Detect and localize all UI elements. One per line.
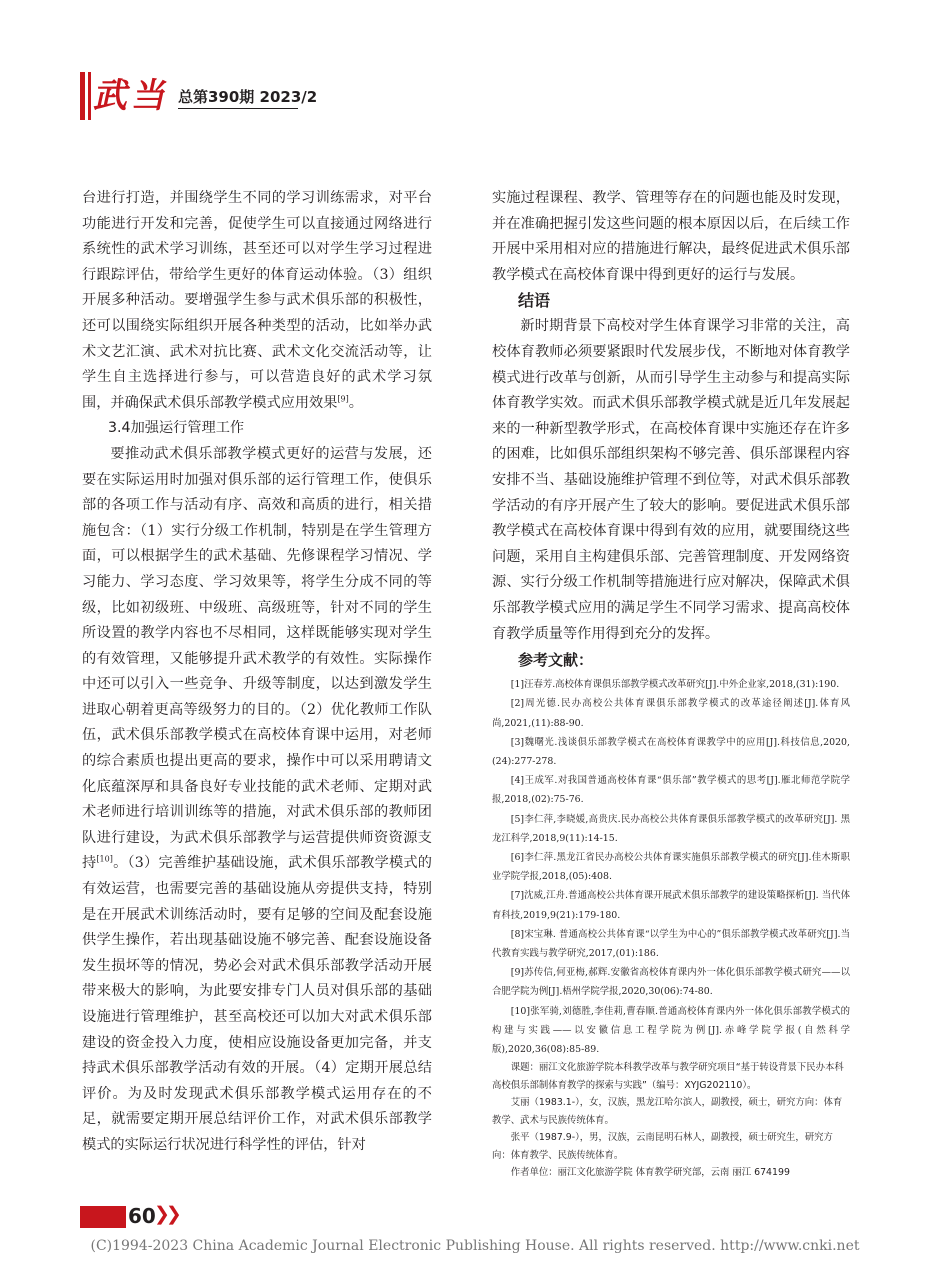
reference-list [492, 675, 850, 1059]
reference-item: [4]王成军.对我国普通高校体育课“俱乐部”教学模式的思考[J].雁北师范学院学报,2018,(02):75-76. [492, 775, 850, 806]
author-affiliation: 作者单位：丽江文化旅游学院 体育教学研究部，云南 丽江 674199 [510, 1167, 790, 1179]
reference-item: [9]苏传信,何亚梅,郝辉.安徽省高校体育课内外一体化俱乐部教学模式研究——以合肥学院为例[J].梧州学院学报,2020,30(06):74-80. [492, 967, 850, 998]
copyright-notice: (C)1994-2023 China Academic Journal Electronic Publishing House. All rights reserved. http://www.cnki.net [90, 1238, 860, 1254]
reference-item: [6]李仁萍.黑龙江省民办高校公共体育课实施俱乐部教学模式的研究[J].佳木斯职业学院学报,2018,(05):408. [492, 851, 850, 883]
page-number: 60 [128, 1204, 156, 1228]
author-notes [492, 1059, 850, 1182]
footer-accent-bar [80, 1206, 126, 1228]
reference-item: [3]魏曙光.浅谈俱乐部教学模式在高校体育课教学中的应用[J].科技信息,2020,(24):277-278. [492, 736, 850, 767]
reference-item: [10]张军骑,刘德胜,李佳莉,曹春顺.普通高校体育课内外一体化俱乐部教学模式的构建与实践——以安徽信息工程学院为例[J].赤峰学院学报(自然科学版),2020,36(08):85-89. [492, 1005, 850, 1055]
reference-item: [8]宋宝琳. 普通高校公共体育课“以学生为中心的”俱乐部教学模式改革研究[J].当代教育实践与教学研究,2017,(01):186. [492, 928, 850, 959]
references-heading: 参考文献： [518, 651, 594, 670]
conclusion-heading: 结语 [518, 291, 551, 311]
right-column [492, 186, 850, 1182]
header-accent-bar [80, 72, 85, 120]
body-paragraph: 实施过程课程、教学、管理等存在的问题也能及时发现，并在准确把握引发这些问题的根本原因以后，在后续工作开展中采用相对应的措施进行解决，最终促进武术俱乐部教学模式在高校体育课中得到更好的运行与发展。 [492, 190, 850, 283]
body-paragraph: 台进行打造，并围绕学生不同的学习训练需求，对平台功能进行开发和完善，促使学生可以直接通过网络进行系统性的武术学习训练，甚至还可以对学生学习过程进行跟踪评估，带给学生更好的体育运动体验。（3）组织开展多种活动。要增强学生参与武术俱乐部的积极性，还可以围绕实际组织开展各种类型的活动，比如举办武术文艺汇演、武术对抗比赛、武术文化交流活动等，让学生自主选择进行参与，可以营造良好的武术学习氛围，并确保武术俱乐部教学模式应用效果[9]。 [82, 190, 432, 411]
project-note: 课题：丽江文化旅游学院本科教学改革与教学研究项目“基于转设背景下民办本科高校俱乐部制体育教学的探索与实践”（编号：XYJG202110）。 [492, 1062, 844, 1091]
conclusion-paragraph: 新时期背景下高校对学生体育课学习非常的关注，高校体育教师必须要紧跟时代发展步伐，不断地对体育教学模式进行改革与创新，从而引导学生主动参与和提高实际体育教学实效。而武术俱乐部教学模式就是近几年发展起来的一种新型教学形式，在高校体育课中实施还存在许多的困难，比如俱乐部组织架构不够完善、俱乐部课程内容安排不当、基础设施维护管理不到位等，对武术俱乐部教学活动的有序开展产生了较大的影响。要促进武术俱乐部教学模式在高校体育课中得到有效的应用，就要围绕这些问题，采用自主构建俱乐部、完善管理制度、开发网络资源、实行分级工作机制等措施进行应对解决，保障武术俱乐部教学模式应用的满足学生不同学习需求、提高高校体育教学质量等作用得到充分的发挥。 [492, 318, 850, 642]
citation-sup: [10] [96, 854, 113, 864]
body-paragraph: 要推动武术俱乐部教学模式更好的运营与发展，还要在实际运用时加强对俱乐部的运行管理工作，使俱乐部的各项工作与活动有序、高效和高质的进行，相关措施包含：（1）实行分级工作机制，特别是在学生管理方面，可以根据学生的武术基础、先修课程学习情况、学习能力、学习态度、学习效果等，将学生分成不同的等级，比如初级班、中级班、高级班等，针对不同的学生所设置的教学内容也不尽相同，这样既能够实现对学生的有效管理，又能够提升武术教学的有效性。实际操作中还可以引入一些竞争、升级等制度，以达到激发学生进取心朝着更高等级努力的目的。（2）优化教师工作队伍，武术俱乐部教学模式在高校体育课中运用，对老师的综合素质也提出更高的要求，操作中可以采用聘请文化底蕴深厚和具备良好专业技能的武术老师、定期对武术老师进行培训训练等的措施，对武术俱乐部的教师团队进行建设，为武术俱乐部教学与运营提供师资资源支持[10]。（3）完善维护基础设施，武术俱乐部教学模式的有效运营，也需要完善的基础设施从旁提供支持，特别是在开展武术训练活动时，要有足够的空间及配套设施供学生操作，若出现基础设施不够完善、配套设施设备发生损坏等的情况，势必会对武术俱乐部教学活动开展带来极大的影响，为此要安排专门人员对俱乐部的基础设施进行管理维护，甚至高校还可以加大对武术俱乐部建设的资金投入力度，使相应设施设备更加完备，并支持武术俱乐部教学活动有效的开展。（4）定期开展总结评价。为及时发现武术俱乐部教学模式运用存在的不足，就需要定期开展总结评价工作，对武术俱乐部教学模式的实际运行状况进行科学性的评估，针对 [82, 445, 432, 1153]
author-bio: 艾丽（1983.1-），女，汉族，黑龙江哈尔滨人，副教授，硕士，研究方向：体育教学、武术与民族传统体育。 [492, 1097, 843, 1126]
left-column [82, 186, 432, 1159]
double-chevron-right-icon: ❯❯ [154, 1203, 178, 1225]
author-bio: 张平（1987.9-），男，汉族，云南昆明石林人，副教授，硕士研究生，研究方向：体育教学、民族传统体育。 [492, 1132, 833, 1161]
reference-item: [7]沈威,江舟.普通高校公共体育课开展武术俱乐部教学的建设策略探析[J]. 当代体育科技,2019,9(21):179-180. [492, 890, 850, 921]
header-rule [178, 108, 298, 109]
reference-item: [2]周光德.民办高校公共体育课俱乐部教学模式的改革途径阐述[J].体育风尚,2021,(11):88-90. [492, 698, 850, 729]
reference-item: [5]李仁萍,李晓媛,高贵庆.民办高校公共体育课俱乐部教学模式的改革研究[J]. 黑龙江科学,2018,9(11):14-15. [492, 813, 850, 844]
journal-logo: 武当 [91, 76, 176, 116]
issue-label: 总第390期 2023/2 [178, 88, 318, 106]
citation-sup: [9] [337, 394, 349, 404]
reference-item: [1]汪春芳.高校体育课俱乐部教学模式改革研究[J].中外企业家,2018,(31):190. [510, 679, 840, 691]
section-heading-3-4: 3.4加强运行管理工作 [108, 420, 245, 437]
